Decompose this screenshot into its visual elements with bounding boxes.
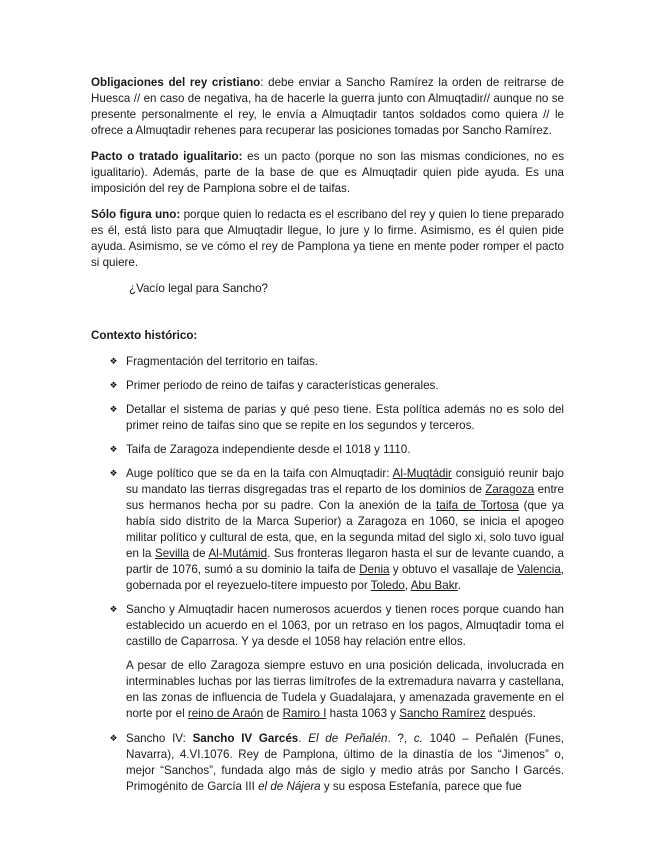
text-run: y obtuvo el vasallaje de xyxy=(389,563,518,576)
text-run: Auge político que se da en la taifa con Almuqtadir: xyxy=(126,467,393,480)
list-item-text: Fragmentación del territorio en taifas. xyxy=(126,355,319,368)
link-taifa-de-tortosa[interactable]: taifa de Tortosa xyxy=(436,499,519,512)
text-run: . ?, xyxy=(387,732,414,745)
text-run: 1040 – Peñalén (Funes, Navarra), 4.VI.1076. Rey de Pamplona, último de la dinastía de los “Jimenos” o, mejor “Sanchos”, fundada algo más de siglo y medio atrás por Sancho I Garcés. Primogénito de García III xyxy=(126,732,564,793)
diamond-bullet-icon: ❖ xyxy=(109,734,118,744)
text-run: , gobernada por el reyezuelo-títere impuesto por xyxy=(126,563,565,592)
link-denia[interactable]: Denia xyxy=(359,563,390,576)
link-abu-bakr[interactable]: Abu Bakr xyxy=(410,579,458,592)
link-al-mutamid[interactable]: Al-Mutámid xyxy=(208,547,268,560)
epithet: El de Peñalén xyxy=(308,732,388,745)
link-sevilla[interactable]: Sevilla xyxy=(154,547,190,560)
text-run: de xyxy=(263,707,283,720)
text-run: A pesar de ello Zaragoza siempre estuvo en una posición delicada, involucrada en interminables luchas por las tierras limítrofes de la extremadura navarra y castellana, en las zonas de influencia de Tudela y Guadalajara, y amenazada gravemente en el norte por el xyxy=(126,659,564,720)
link-sancho-ramirez[interactable]: Sancho Ramírez xyxy=(399,707,486,720)
text-run: de xyxy=(189,547,209,560)
link-al-muqtadir[interactable]: Al-Muqtádir xyxy=(392,467,452,480)
question-vacio-legal: ¿Vacío legal para Sancho? xyxy=(129,282,268,295)
diamond-bullet-icon: ❖ xyxy=(109,469,118,479)
list-item xyxy=(91,442,564,458)
contexto-heading: Contexto histórico: xyxy=(91,329,198,342)
pacto-text: es un pacto (porque no son las mismas condiciones, no es igualitario). Además, parte de la base de que es Almuqtadir quien pide ayuda. Es una imposición del rey de Pamplona sobre el de taifas. xyxy=(91,150,564,195)
diamond-bullet-icon: ❖ xyxy=(109,357,118,367)
text-run: , xyxy=(404,579,411,592)
text-run: . xyxy=(457,579,461,592)
list-item xyxy=(91,731,564,795)
link-valencia[interactable]: Valencia xyxy=(517,563,561,576)
circa: c. xyxy=(413,732,423,745)
list-item-text: Primer periodo de reino de taifas y características generales. xyxy=(126,379,439,392)
obligaciones-text: : debe enviar a Sancho Ramírez la orden de reitrarse de Huesca // en caso de negativa, ha de hacerle la guerra junto con Almuqtadir// aunque no se presente personalmente el rey, le envía a Almuqtadir tantos soldados como quiera // le ofrece a Almuqtadir rehenes para recuperar las posiciones tomadas por Sancho Ramírez. xyxy=(91,76,564,137)
list-item xyxy=(91,466,564,594)
solo-text: porque quien lo redacta es el escribano del rey y quien lo tiene preparado es él, está listo para que Almuqtadir llegue, lo jure y lo firme. Asimismo, es él quien pide ayuda. Asimismo, se ve cómo el rey de Pamplona ya tiene en mente poder romper el pacto si quiere. xyxy=(91,208,565,269)
list-item-text: Sancho y Almuqtadir hacen numerosos acuerdos y tienen roces porque cuando han establecido un acuerdo en el 1063, por un retraso en los pagos, Almuqtadir toma el castillo de Caparrosa. Y ya desde el 1058 hay relación entre ellos. xyxy=(126,603,564,648)
link-reino-de-araon[interactable]: reino de Araón xyxy=(187,707,264,720)
list-item xyxy=(91,602,564,650)
solo-label: Sólo figura uno: xyxy=(91,208,181,221)
list-item-text: Detallar el sistema de parias y qué peso tiene. Esta política además no es solo del primer reino de taifas sino que se repite en los segundos y terceros. xyxy=(126,403,564,432)
text-run: consiguió reunir bajo su mandato las tierras disgregadas tras el reparto de los dominios de xyxy=(126,467,565,496)
text-run: Sancho IV: xyxy=(126,732,193,745)
text-run: . xyxy=(298,732,309,745)
sancho-iv-name: Sancho IV Garcés xyxy=(192,732,299,745)
paragraph-obligaciones xyxy=(91,75,564,139)
text-run: . Sus fronteras llegaron hasta el sur de levante cuando, a partir de 1076, sumó a su dominio la taifa de xyxy=(126,547,564,576)
list-item xyxy=(91,354,564,370)
pacto-label: Pacto o tratado igualitario: xyxy=(91,150,243,163)
paragraph-solo xyxy=(91,207,564,271)
diamond-bullet-icon: ❖ xyxy=(109,381,118,391)
document-body xyxy=(91,75,564,803)
contexto-list xyxy=(91,354,564,650)
list-item-text: Taifa de Zaragoza independiente desde el 1018 y 1110. xyxy=(126,443,411,456)
text-run: (que ya había sido distrito de la Marca Superior) a Zaragoza en 1060, se inicia el apogeo militar político y cultural de esta, que, en la segunda mitad del siglo xi, solo tuvo igual en la xyxy=(126,499,564,560)
obligaciones-label: Obligaciones del rey cristiano xyxy=(91,76,261,89)
diamond-bullet-icon: ❖ xyxy=(109,445,118,455)
paragraph-pacto xyxy=(91,149,564,197)
link-ramiro-i[interactable]: Ramiro I xyxy=(282,707,327,720)
epithet: el de Nájera xyxy=(258,780,321,793)
text-run: hasta 1063 y xyxy=(326,707,400,720)
paragraph-zaragoza-posicion xyxy=(91,658,564,722)
text-run: y su esposa Estefanía, parece que fue xyxy=(320,780,522,793)
diamond-bullet-icon: ❖ xyxy=(109,605,118,615)
list-item xyxy=(91,378,564,394)
link-zaragoza[interactable]: Zaragoza xyxy=(485,483,535,496)
text-run: después. xyxy=(485,707,536,720)
text-run: entre sus hermanos hecha por su padre. Con la anexión de la xyxy=(126,483,564,512)
contexto-list-continued xyxy=(91,731,564,795)
list-item xyxy=(91,402,564,434)
link-toledo[interactable]: Toledo xyxy=(370,579,405,592)
diamond-bullet-icon: ❖ xyxy=(109,405,118,415)
